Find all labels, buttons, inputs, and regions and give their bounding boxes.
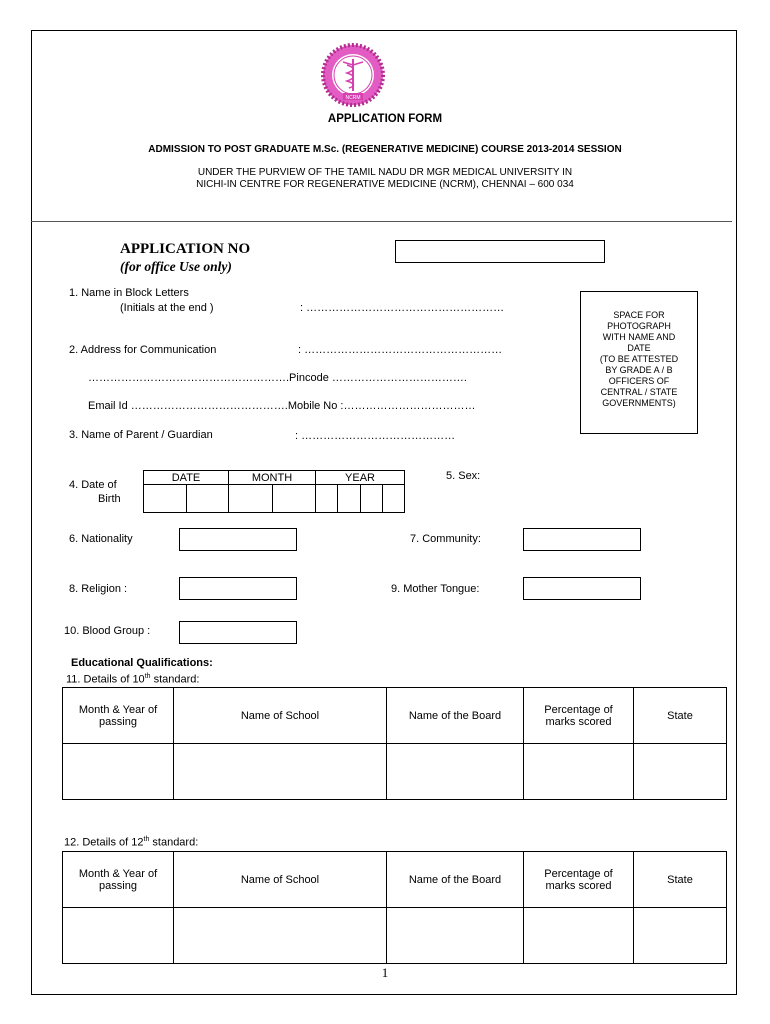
name-sublabel: (Initials at the end ) <box>120 302 214 314</box>
purview-text <box>0 167 770 191</box>
form-title: APPLICATION FORM <box>327 113 443 125</box>
dob-year-header: YEAR <box>316 471 405 485</box>
twelfth-heading-prefix: 12. Details of 12 <box>64 836 144 849</box>
col-percentage: Percentage of marks scored <box>524 852 634 908</box>
tenth-heading-prefix: 11. Details of 10 <box>66 673 145 686</box>
photo-text-line: (TO BE ATTESTED <box>599 354 679 364</box>
photo-text-line: WITH NAME AND <box>602 332 676 342</box>
photo-text-line: GOVERNMENTS) <box>602 398 676 408</box>
dob-label-2: Birth <box>98 493 121 505</box>
community-field[interactable] <box>523 528 641 551</box>
table-cell[interactable] <box>524 744 634 800</box>
col-state: State <box>634 852 727 908</box>
twelfth-heading-suffix: standard: <box>149 836 199 849</box>
twelfth-heading <box>64 836 198 849</box>
tenth-heading <box>66 673 199 686</box>
col-school: Name of School <box>174 688 387 744</box>
purview-line-2: NICHI-IN CENTRE FOR REGENERATIVE MEDICINE (NCRM), CHENNAI – 600 034 <box>196 179 574 190</box>
table-cell[interactable] <box>387 744 524 800</box>
application-no-label: APPLICATION NO <box>120 241 251 257</box>
religion-field[interactable] <box>179 577 297 600</box>
table-cell[interactable] <box>524 908 634 964</box>
ncrm-logo <box>321 43 385 107</box>
dob-cell[interactable] <box>272 485 316 513</box>
dob-cell[interactable] <box>229 485 273 513</box>
twelfth-heading-sup: th <box>143 836 150 843</box>
dob-cell[interactable] <box>186 485 229 513</box>
education-heading: Educational Qualifications: <box>71 657 213 669</box>
table-cell[interactable] <box>63 744 174 800</box>
table-cell[interactable] <box>174 744 387 800</box>
twelfth-table <box>62 851 727 964</box>
name-field[interactable]: : ……………………………………………… <box>300 302 505 314</box>
parent-field[interactable]: : …………………………………… <box>295 430 456 442</box>
tenth-table <box>62 687 727 800</box>
dob-cell[interactable] <box>144 485 187 513</box>
dob-month-header: MONTH <box>229 471 316 485</box>
purview-line-1: UNDER THE PURVIEW OF THE TAMIL NADU DR MGR MEDICAL UNIVERSITY IN <box>197 167 573 178</box>
dob-label: 4. Date of <box>69 479 117 491</box>
col-month-year: Month & Year of passing <box>63 688 174 744</box>
community-label: 7. Community: <box>410 533 481 545</box>
mother-tongue-label: 9. Mother Tongue: <box>391 583 480 595</box>
form-subtitle: ADMISSION TO POST GRADUATE M.Sc. (REGENERATIVE MEDICINE) COURSE 2013-2014 SESSION <box>148 144 622 155</box>
application-no-sublabel: (for office Use only) <box>120 259 232 274</box>
photo-text-line: DATE <box>627 343 651 353</box>
table-cell[interactable] <box>387 908 524 964</box>
nationality-label: 6. Nationality <box>69 533 133 545</box>
address-label: 2. Address for Communication <box>69 344 217 356</box>
col-state: State <box>634 688 727 744</box>
dob-grid <box>143 470 405 513</box>
dob-cell[interactable] <box>338 485 360 513</box>
col-school: Name of School <box>174 852 387 908</box>
col-board: Name of the Board <box>387 688 524 744</box>
nationality-field[interactable] <box>179 528 297 551</box>
application-no-field[interactable] <box>395 240 605 263</box>
table-cell[interactable] <box>634 744 727 800</box>
table-cell[interactable] <box>634 908 727 964</box>
logo-text: NCRM <box>345 95 361 101</box>
email-mobile-line[interactable]: Email Id …………………………………….Mobile No :……………………………… <box>88 400 476 412</box>
table-cell[interactable] <box>63 908 174 964</box>
photo-text-line: CENTRAL / STATE <box>600 387 678 397</box>
photo-box[interactable] <box>580 291 698 434</box>
address-field[interactable]: : ……………………………………………… <box>298 344 503 356</box>
tenth-heading-suffix: standard: <box>150 673 200 686</box>
address-pincode-line[interactable]: ……………………………………………….Pincode ………………………………. <box>88 372 467 384</box>
photo-text-line: PHOTOGRAPH <box>607 321 671 331</box>
page-number: 1 <box>381 965 389 980</box>
table-cell[interactable] <box>174 908 387 964</box>
tenth-heading-sup: th <box>144 673 151 680</box>
parent-label: 3. Name of Parent / Guardian <box>69 429 213 441</box>
col-month-year: Month & Year of passing <box>63 852 174 908</box>
religion-label: 8. Religion : <box>69 583 128 595</box>
dob-date-header: DATE <box>144 471 229 485</box>
dob-cell[interactable] <box>316 485 338 513</box>
blood-group-field[interactable] <box>179 621 297 644</box>
photo-text-line: SPACE FOR <box>613 310 665 320</box>
photo-text-line: OFFICERS OF <box>608 376 670 386</box>
blood-group-label: 10. Blood Group : <box>64 625 151 637</box>
dob-cell[interactable] <box>360 485 382 513</box>
col-percentage: Percentage of marks scored <box>524 688 634 744</box>
sex-label: 5. Sex: <box>446 470 481 482</box>
col-board: Name of the Board <box>387 852 524 908</box>
mother-tongue-field[interactable] <box>523 577 641 600</box>
name-label: 1. Name in Block Letters <box>69 287 189 299</box>
photo-text-line: BY GRADE A / B <box>605 365 673 375</box>
divider <box>31 221 732 222</box>
dob-cell[interactable] <box>382 485 404 513</box>
